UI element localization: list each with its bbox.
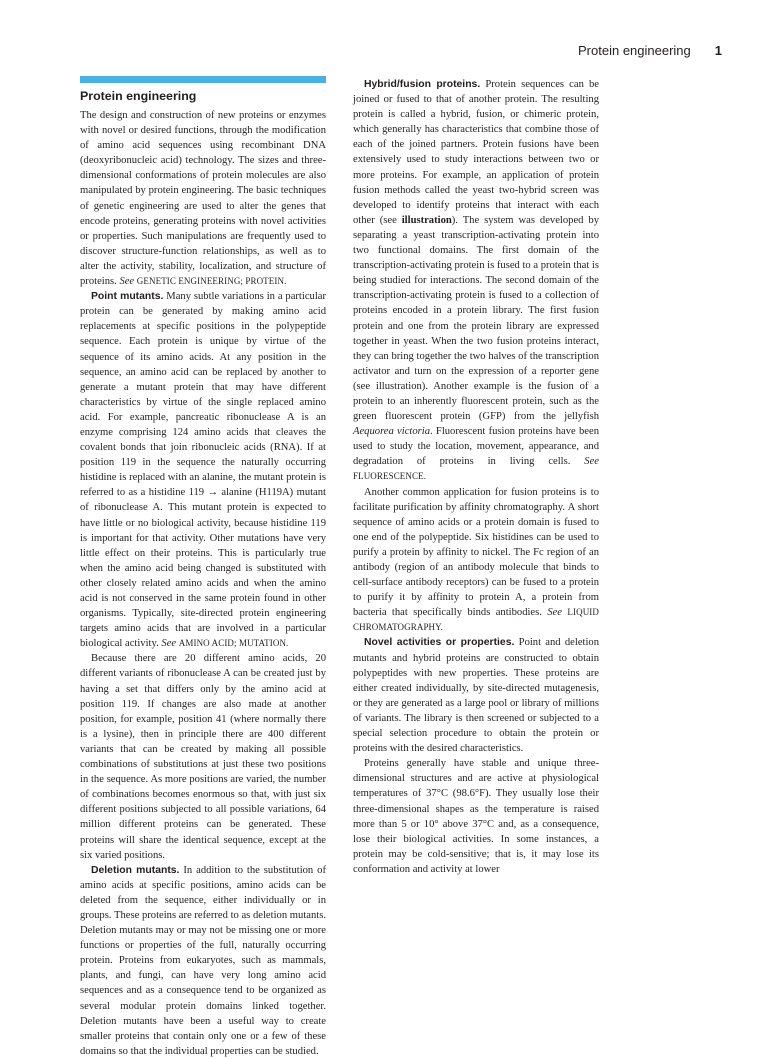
intro-cross-reference[interactable]: GENETIC ENGINEERING; PROTEIN. bbox=[136, 276, 287, 287]
jellyfish-species-name: Aequorea victoria bbox=[353, 426, 431, 438]
novel-activities-text: Point and deletion mutants and hybrid proteins are constructed to obtain polypeptides with new properties. These proteins are either created individually, by site-directed mutagenesis, or they are generated as a large pool or library of millions of variants. The library is then screened or subjected to a special selection procedure to obtain the protein or proteins with the desired characteristics. bbox=[353, 637, 600, 755]
affinity-purification-paragraph bbox=[353, 485, 599, 636]
novel-activities-paragraph bbox=[353, 635, 599, 756]
hybrid-fusion-paragraph bbox=[353, 77, 599, 485]
affinity-purification-text: Another common application for fusion proteins is to facilitate purification by affinity chromatography. A short sequence of amino acids or a protein domain is fused to one end of the polypeptide. Six histidines can be used to purify a protein by affinity to nickel. The Fc region of an antibody (region of an antibody molecule that binds to cell-surface antibody receptors) can be fused to a protein to purify it by affinity to protein A, a protein from bacteria that specifically binds antibodies. bbox=[353, 486, 599, 619]
point-mutants-see: See bbox=[161, 638, 177, 650]
left-column bbox=[80, 74, 326, 1057]
intro-text: The design and construction of new proteins or enzymes with novel or desired functions, through the modification of amino acid sequences using recombinant DNA (deoxyribonucleic acid) technology. The sizes and three-dimensional conformations of protein molecules are also manipulated by protein engineering. The basic techniques of genetic engineering are used to alter the genes that encode proteins, generating proteins with novel activities or properties. Such manipulations are frequently used to discover structure-function relationships, as well as to alter the activity, stability, localization, and structure of proteins. bbox=[80, 110, 326, 288]
variants-paragraph: Because there are 20 different amino acids, 20 different variants of ribonuclease A can be created just by having a set that differs only by the amino acid at position 119. If changes are also made at another position, for example, position 41 (where normally there is a lysine), then in principle there are 400 different variants that can be created by making all possible combinations of substitutions at just these two positions in the sequence. As more positions are varied, the number of combinations becomes enormous so that, with just six different positions subjected to all possible variations, 64 million different proteins can be generated. These proteins will share the identical sequence, except at the six varied positions. bbox=[80, 653, 326, 861]
running-title: Protein engineering bbox=[578, 43, 691, 58]
chromatography-cross-reference[interactable]: LIQUID CHROMATOGRAPHY. bbox=[353, 607, 599, 633]
intro-paragraph bbox=[80, 108, 326, 289]
fluorescence-cross-reference[interactable]: FLUORESCENCE. bbox=[353, 471, 427, 482]
page-number: 1 bbox=[714, 43, 722, 58]
novel-activities-heading: Novel activities or properties. bbox=[364, 637, 515, 649]
hybrid-fusion-text-1: Protein sequences can be joined or fused to that of another protein. The resulting protein is called a hybrid, fusion, or chimeric protein, which generally has characteristics that combine those of each of the joined partners. Protein fusions have been extensively used to study interactions between two or more proteins. For example, an application of protein fusion methods called the yeast two-hybrid screen was developed to identify proteins that interact with each other (see bbox=[353, 79, 599, 226]
deletion-mutants-heading: Deletion mutants. bbox=[91, 864, 180, 876]
point-mutants-text: Many subtle variations in a particular protein can be generated by making amino acid replacements at specific positions in the polypeptide sequence. Each protein is unique by virtue of the sequence of its amino acids. At any position in the sequence, an amino acid can be replaced by another to generate a mutant protein that may have different characteristics by virtue of the single replaced amino acid. For example, pancreatic ribonuclease A is an enzyme comprising 124 amino acids that cleaves the covalent bonds that join ribonucleic acids (RNA). If at position 119 in the sequence the naturally occurring histidine is replaced with an alanine, the mutant protein is referred to as a histidine 119 → alanine (H119A) mutant of ribonuclease A. This mutant protein is expected to have little or no biological activity, because histidine 119 is important for that activity. Other mutations have very little effect on their proteins. This is particularly true when the amino acid being changed is substituted with other closely related amino acids and when the amino acid is not conserved in the same protein found in other organisms. Typically, site-directed protein engineering targets amino acids that are involved in a particular biological activity. bbox=[80, 291, 326, 650]
hybrid-fusion-text-2: ). The system was developed by separating a yeast transcription-activating protein into two functional domains. The first domain of the transcription-activating protein is fused to a protein that is being studied for interactions. The second domain of the transcription-activating protein is fused to a collection of proteins encoded in a protein library. The first fusion protein and one from the protein library are expressed together in yeast. When the two fusion proteins interact, they can bring together the two halves of the transcription activator and turn on the expression of a reporter gene (see illustration). Another example is the fusion of a protein to an inherently fluorescent protein, such as the green fluorescent protein (GFP) from the jellyfish bbox=[353, 214, 599, 423]
hybrid-fusion-see: See bbox=[584, 456, 599, 468]
hybrid-fusion-text-3: . Fluorescent fusion proteins have been used to study the location, movement, appearance, and degradation of proteins in living cells. bbox=[353, 426, 599, 468]
illustration-reference[interactable]: illustration bbox=[401, 214, 452, 226]
temperature-paragraph: Proteins generally have stable and unique three-dimensional structures and are active at physiological temperatures of 37°C (98.6°F). They usually lose their three-dimensional shapes as the temperature is raised more than 5 or 10° above 37°C and, as a consequence, lose their biological activities. In some instances, a protein may be cold-sensitive; that is, it may lose its conformation and activity at lower bbox=[353, 758, 599, 875]
affinity-purification-see: See bbox=[547, 607, 563, 619]
point-mutants-paragraph bbox=[80, 289, 326, 651]
point-mutants-cross-reference[interactable]: AMINO ACID; MUTATION. bbox=[178, 638, 289, 649]
title-accent-bar bbox=[80, 76, 326, 83]
deletion-mutants-paragraph bbox=[80, 863, 326, 1059]
article-title: Protein engineering bbox=[80, 89, 197, 103]
right-column bbox=[353, 77, 599, 977]
intro-see: See bbox=[119, 276, 135, 288]
hybrid-fusion-heading: Hybrid/fusion proteins. bbox=[364, 79, 481, 90]
running-head bbox=[578, 42, 722, 60]
point-mutants-heading: Point mutants. bbox=[91, 291, 164, 303]
deletion-mutants-text: In addition to the substitution of amino acids at specific positions, amino acids can be deleted from the sequence, either individually or in groups. These proteins are referred to as deletion mutants. Deletion mutants may or may not be missing one or more functions or properties of the full, naturally occurring protein. Proteins from eukaryotes, such as mammals, plants, and fungi, can have very long amino acid sequences and as a consequence tend to be organized as several modular protein domains linked together. Deletion mutants have been a useful way to create smaller proteins that contain only one or a few of these domains so that the individual properties can be studied. bbox=[80, 864, 326, 1057]
